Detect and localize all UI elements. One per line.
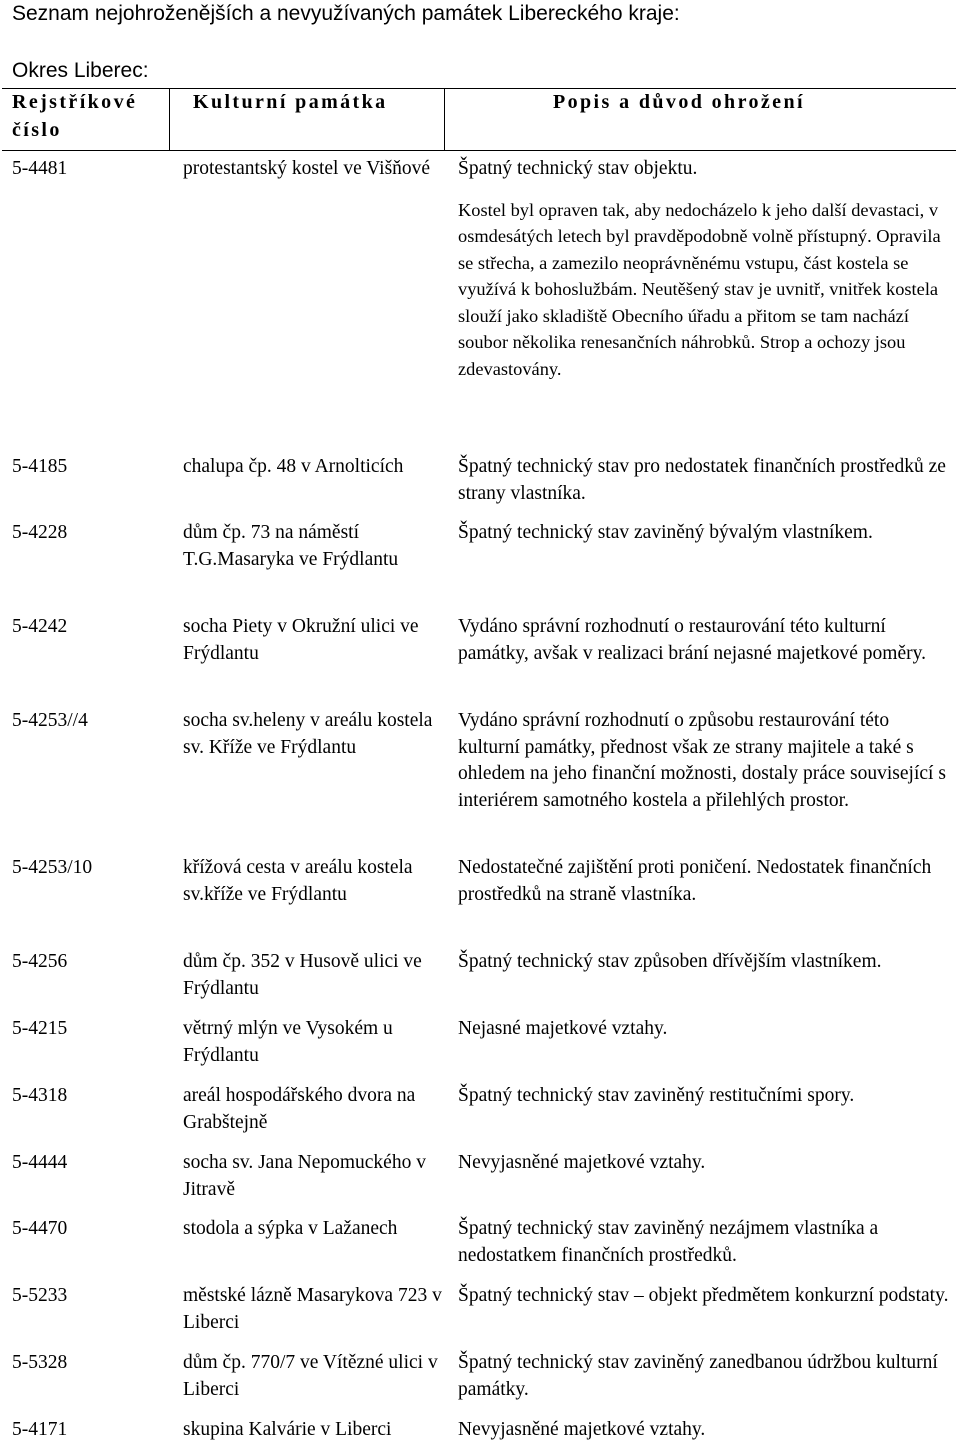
registry-number: 5-4256 xyxy=(12,951,68,972)
monument-name: socha sv.heleny v areálu kostela sv. Kříže ve Frýdlantu xyxy=(183,710,433,758)
table-row xyxy=(0,1083,960,1150)
monument-name: větrný mlýn ve Vysokém u Frýdlantu xyxy=(183,1018,393,1066)
section-title: Okres Liberec: xyxy=(12,59,149,82)
threat-description: Vydáno správní rozhodnutí o způsobu restaurování této kulturní památky, přednost však ze strany majitele a také s ohledem na jeho finanční možnosti, dostaly práce související s interiérem samotného kostela a přilehlých prostor. xyxy=(458,710,946,811)
registry-number: 5-4253//4 xyxy=(12,710,88,731)
threat-description: Nedostatečné zajištění proti poničení. Nedostatek finančních prostředků na straně vlastníka. xyxy=(458,857,932,905)
monument-name: protestantský kostel ve Višňové xyxy=(183,158,431,179)
threat-description: Špatný technický stav způsoben dřívějším vlastníkem. xyxy=(458,951,882,972)
monument-name: dům čp. 770/7 ve Vítězné ulici v Liberci xyxy=(183,1352,438,1400)
registry-number: 5-4481 xyxy=(12,158,68,179)
table-row xyxy=(0,1417,960,1447)
threat-description: Špatný technický stav – objekt předmětem konkurzní podstaty. xyxy=(458,1285,949,1306)
threat-description: Špatný technický stav zaviněný zanedbanou údržbou kulturní památky. xyxy=(458,1352,938,1400)
table-row xyxy=(0,1016,960,1083)
table-header xyxy=(0,88,960,150)
threat-description: Špatný technický stav zaviněný nezájmem vlastníka a nedostatkem finančních prostředků. xyxy=(458,1218,879,1266)
registry-number: 5-4185 xyxy=(12,456,68,477)
threat-description: Nevyjasněné majetkové vztahy. xyxy=(458,1419,706,1440)
monument-name: socha sv. Jana Nepomuckého v Jitravě xyxy=(183,1152,426,1200)
threat-description xyxy=(458,156,954,382)
registry-number: 5-4215 xyxy=(12,1018,68,1039)
registry-number: 5-4253/10 xyxy=(12,857,93,878)
registry-number: 5-4171 xyxy=(12,1419,68,1440)
monument-name: dům čp. 352 v Husově ulici ve Frýdlantu xyxy=(183,951,422,999)
registry-number: 5-4242 xyxy=(12,616,68,637)
threat-description: Nejasné majetkové vztahy. xyxy=(458,1018,668,1039)
monument-name: skupina Kalvárie v Liberci xyxy=(183,1419,392,1440)
monument-name: křížová cesta v areálu kostela sv.kříže ve Frýdlantu xyxy=(183,857,413,905)
table-row xyxy=(0,1283,960,1350)
header-divider xyxy=(444,88,445,150)
header-divider xyxy=(169,88,170,150)
monument-name: stodola a sýpka v Lažanech xyxy=(183,1218,398,1239)
header-bottom-border xyxy=(2,150,956,151)
registry-number: 5-5233 xyxy=(12,1285,68,1306)
monument-name: areál hospodářského dvora na Grabštejně xyxy=(183,1085,416,1133)
page-title: Seznam nejohroženějších a nevyužívaných památek Libereckého kraje: xyxy=(12,2,680,25)
table-row xyxy=(0,156,960,454)
monument-name: dům čp. 73 na náměstí T.G.Masaryka ve Frýdlantu xyxy=(183,522,399,570)
table-row xyxy=(0,1350,960,1417)
threat-description: Nevyjasněné majetkové vztahy. xyxy=(458,1152,706,1173)
table-row xyxy=(0,454,960,520)
registry-number: 5-4228 xyxy=(12,522,68,543)
table-row xyxy=(0,855,960,949)
threat-description: Špatný technický stav pro nedostatek finančních prostředků ze strany vlastníka. xyxy=(458,456,946,504)
table-row xyxy=(0,1150,960,1216)
registry-number: 5-4444 xyxy=(12,1152,68,1173)
table-row xyxy=(0,614,960,708)
table-row xyxy=(0,520,960,614)
table-row xyxy=(0,949,960,1016)
header-monument: Kulturní památka xyxy=(193,91,388,113)
registry-number: 5-5328 xyxy=(12,1352,68,1373)
table-row xyxy=(0,708,960,855)
threat-description: Vydáno správní rozhodnutí o restaurování této kulturní památky, avšak v realizaci brání nejasné majetkové poměry. xyxy=(458,616,926,664)
registry-number: 5-4318 xyxy=(12,1085,68,1106)
threat-description: Špatný technický stav zaviněný restitučními spory. xyxy=(458,1085,855,1106)
threat-description: Špatný technický stav zaviněný bývalým vlastníkem. xyxy=(458,522,873,543)
monument-name: chalupa čp. 48 v Arnolticích xyxy=(183,456,404,477)
monument-name: městské lázně Masarykova 723 v Liberci xyxy=(183,1285,442,1333)
header-registry-number: Rejstříkové číslo xyxy=(12,91,138,141)
description-note: Kostel byl opraven tak, aby nedocházelo k jeho další devastaci, v osmdesátých letech byl pravděpodobně volně přístupný. Opravila se střecha, a zamezilo neoprávněnému vstupu, část kostela se využívá k bohoslužbám. Neutěšený stav je uvnitř, vnitřek kostela slouží jako skladiště Obecního úřadu a přitom se tam nachází soubor několika renesančních náhrobků. Strop a ochozy jsou zdevastovány. xyxy=(458,199,941,379)
description-text: Špatný technický stav objektu. xyxy=(458,158,698,179)
monument-name: socha Piety v Okružní ulici ve Frýdlantu xyxy=(183,616,419,664)
registry-number: 5-4470 xyxy=(12,1218,68,1239)
table-row xyxy=(0,1216,960,1283)
table-body xyxy=(0,156,960,1447)
header-description: Popis a důvod ohrožení xyxy=(553,91,805,113)
